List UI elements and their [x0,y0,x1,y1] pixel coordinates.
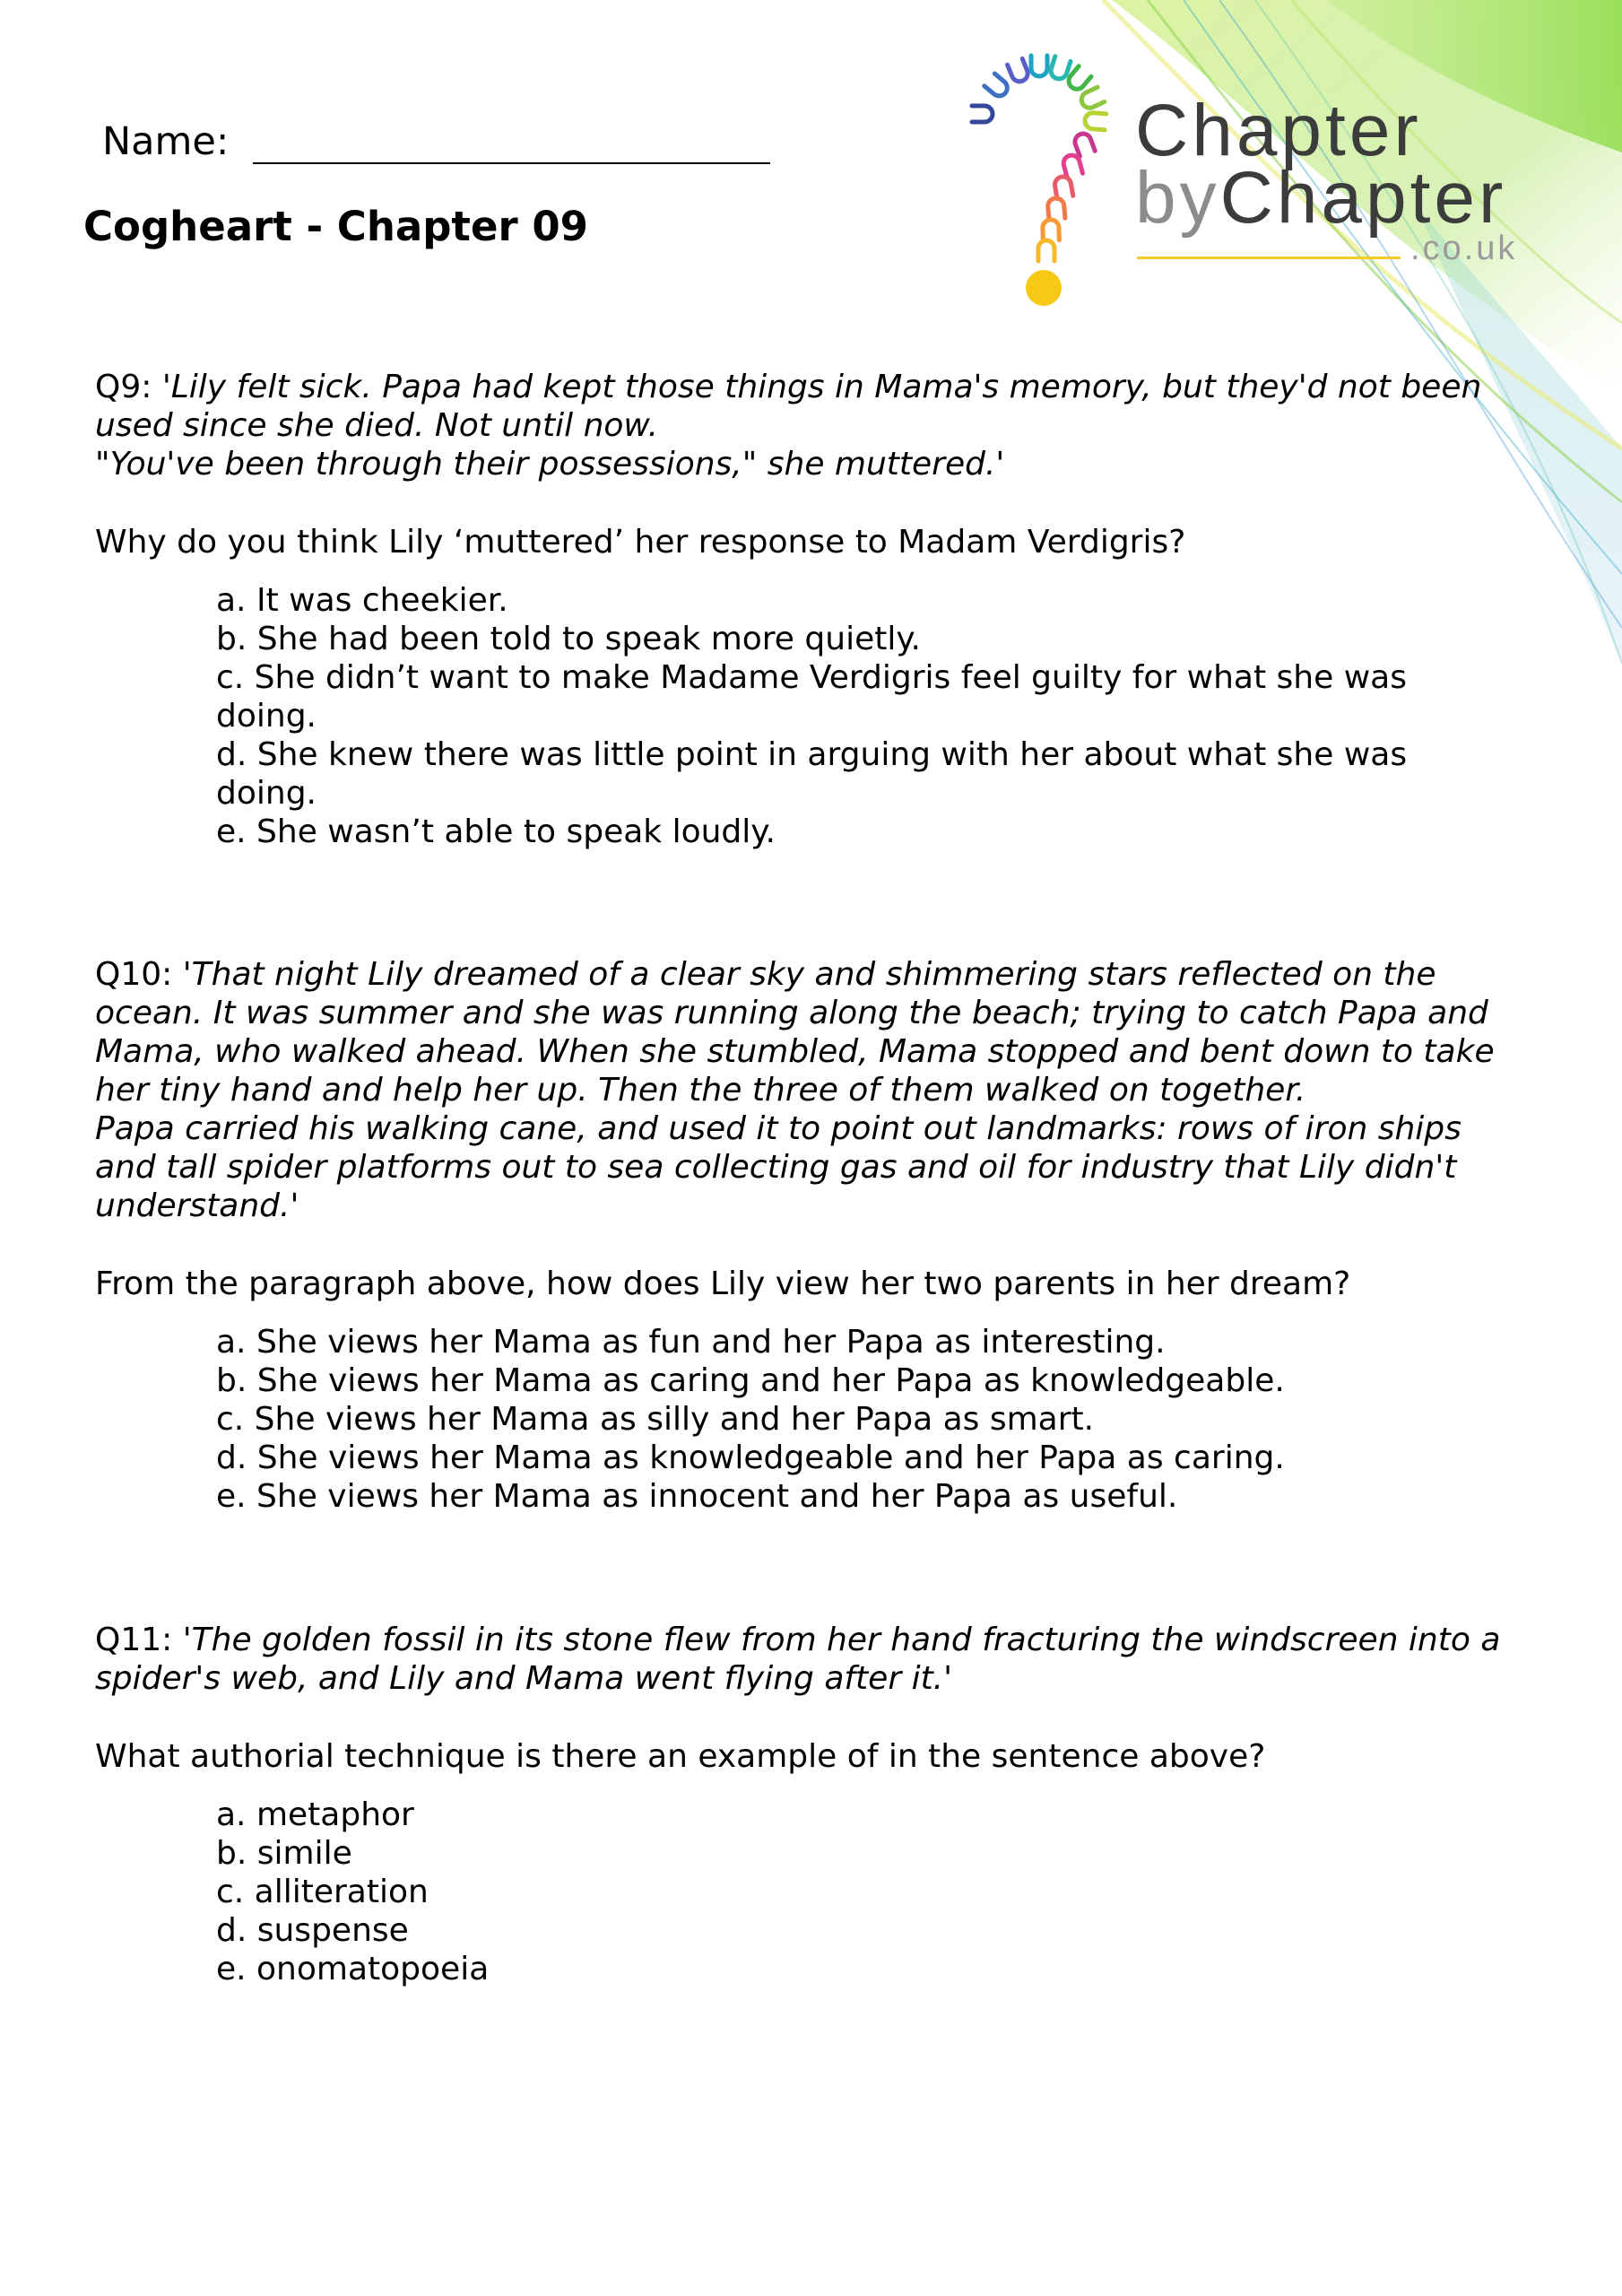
answer-options [216,1796,1489,1988]
answer-option: a. metaphor [216,1796,414,1833]
logo-book-icon [1008,58,1030,83]
question-passage [95,955,1521,1225]
logo-book-icon [1047,197,1065,219]
logo-domain: .co.uk [1410,230,1518,267]
answer-option: e. She wasn’t able to speak loudly. [216,813,776,850]
answer-option: e. She views her Mama as innocent and her Papa as useful. [216,1478,1178,1515]
answer-option: b. She views her Mama as caring and her Papa as knowledgeable. [216,1362,1285,1399]
answer-option: d. She knew there was little point in arguing with her about what she was doing. [216,736,1408,812]
question-passage [95,368,1521,483]
logo-book-icon [984,74,1010,100]
question-quote: 'Lily felt sick. Papa had kept those things in Mama's memory, but they'd not been used since she died. Not until now. "You've been through their possessions," she muttered.' [95,369,1482,483]
answer-option: c. alliteration [216,1874,429,1910]
question-prompt: Why do you think Lily ‘muttered’ her response to Madam Verdigris? [95,524,1186,561]
logo-underline [1137,257,1401,259]
question-10 [95,955,1530,1516]
answer-option: d. She views her Mama as knowledgeable and her Papa as caring. [216,1439,1285,1476]
answer-option: e. onomatopoeia [216,1951,490,1987]
logo-book-icon [1062,153,1082,178]
answer-options [216,581,1489,851]
answer-option: c. She views her Mama as silly and her Papa as smart. [216,1401,1095,1438]
logo-book-icon [1043,220,1060,241]
logo-book-icon [1084,112,1106,130]
name-label: Name: [102,119,230,164]
logo-book-icon [1054,176,1073,199]
question-11 [95,1621,1530,1988]
answer-option: d. suspense [216,1912,409,1949]
question-quote: 'That night Lily dreamed of a clear sky and shimmering stars reflected on the ocean. It was summer and she was running along the beach; trying to catch Papa and Mama, who walked ahead. When she stumbled, Mama stopped and bent down to take her tiny hand and help her up. Then the three of them walked on together. Papa carried his walking cane, and used it to point out landmarks: rows of iron ships and tall spider platforms out to sea collecting gas and oil for industry that Lily didn't understand.' [95,956,1495,1224]
question-passage [95,1621,1521,1698]
question-prompt: From the paragraph above, how does Lily view her two parents in her dream? [95,1265,1351,1302]
question-quote: 'The golden fossil in its stone flew from her hand fracturing the windscreen into a spider's web, and Lily and Mama went flying after it.' [95,1622,1501,1697]
logo-book-icon [972,106,993,122]
logo-book-icon [1049,57,1071,81]
logo-wordmark-by: by [1135,157,1220,239]
answer-option: c. She didn’t want to make Madame Verdigris feel guilty for what she was doing. [216,659,1407,735]
answer-option: a. It was cheekier. [216,582,508,619]
worksheet-title: Cogheart - Chapter 09 [83,203,588,250]
logo-wordmark-line2 [1135,157,1507,239]
logo-dot-icon [1026,270,1062,306]
logo-book-icon [1031,56,1047,76]
question-9 [95,368,1530,851]
question-mark-books-icon [959,49,1130,318]
answer-option: b. She had been told to speak more quietly. [216,621,921,657]
question-number: Q10: [95,956,173,993]
question-number: Q9: [95,369,152,405]
question-prompt: What authorial technique is there an example of in the sentence above? [95,1738,1266,1775]
answer-options [216,1323,1489,1516]
answer-option: b. simile [216,1835,352,1872]
answer-option: a. She views her Mama as fun and her Papa as interesting. [216,1324,1166,1361]
logo-book-icon [1072,132,1095,157]
logo-wordmark-line1: Chapter [1135,90,1422,171]
logo-book-icon [1038,240,1054,261]
name-blank-line [253,162,770,164]
logo-book-icon [1079,87,1104,110]
question-number: Q11: [95,1622,173,1658]
logo-wordmark-chapter: Chapter [1219,157,1507,239]
